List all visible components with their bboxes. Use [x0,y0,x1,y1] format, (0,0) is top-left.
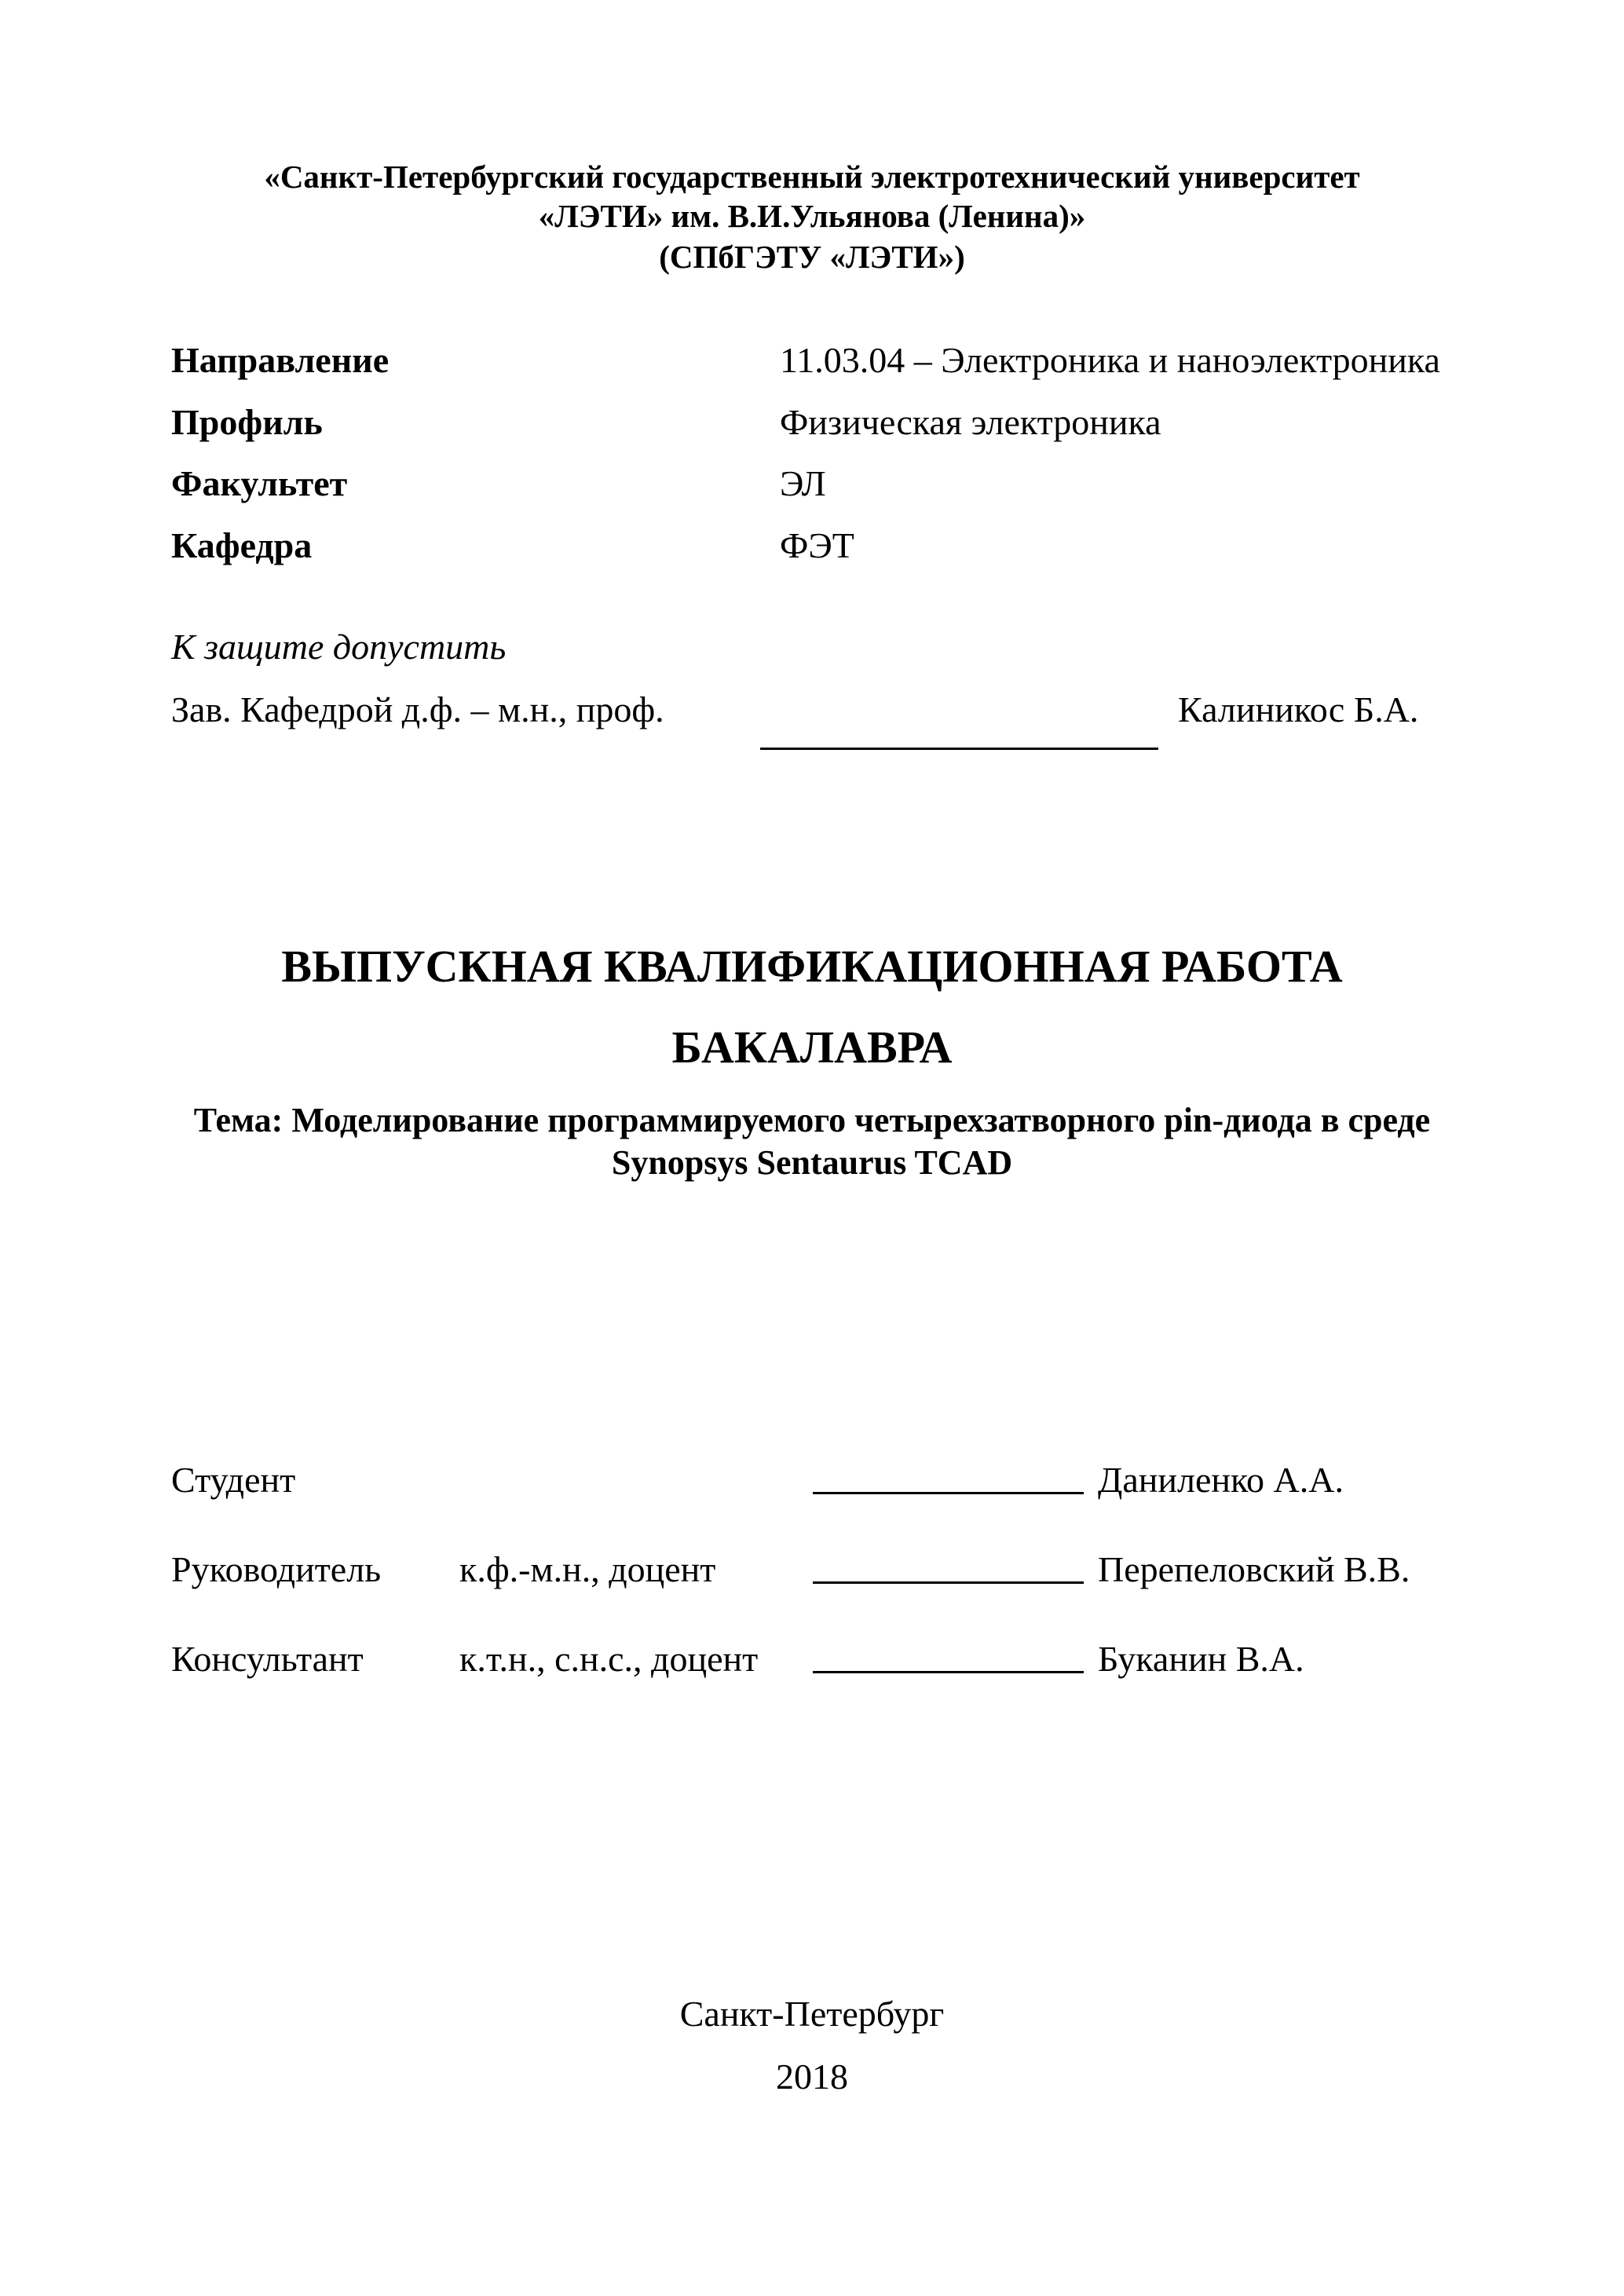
university-name-line1: «Санкт-Петербургский государственный электротехнический университет [264,159,1360,195]
info-value-profile: Физическая электроника [780,402,1161,442]
university-name-line2: «ЛЭТИ» им. В.И.Ульянова (Ленина)» [538,198,1086,234]
theme-line1: Тема: Моделирование программируемого четырехзатворного pin-диода в среде [193,1101,1431,1139]
theme-line2: Synopsys Sentaurus TCAD [611,1143,1013,1182]
signature-line-student [813,1492,1084,1494]
info-value-direction: 11.03.04 – Электроника и наноэлектроника [780,340,1440,380]
info-value-faculty: ЭЛ [780,463,826,503]
info-value-department: ФЭТ [780,525,854,565]
admission-name: Калиникос Б.А. [1178,689,1419,729]
signature-name-supervisor: Перепеловский В.В. [1098,1549,1410,1589]
admission-heading: К защите допустить [171,627,507,667]
info-label-faculty: Факультет [171,463,348,503]
signature-degree-consultant: к.т.н., с.н.с., доцент [459,1639,759,1679]
signature-role-student: Студент [171,1460,296,1500]
signature-name-student: Даниленко А.А. [1098,1460,1344,1500]
info-label-profile: Профиль [171,402,323,442]
footer-year: 2018 [776,2057,848,2097]
signature-line-consultant [813,1671,1084,1673]
signature-line-supervisor [813,1581,1084,1584]
admission-signature-line [760,748,1158,750]
university-abbr: (СПбГЭТУ «ЛЭТИ») [659,239,965,275]
document-title-line2: БАКАЛАВРА [671,1022,953,1073]
signature-degree-supervisor: к.ф.-м.н., доцент [459,1549,716,1589]
info-label-direction: Направление [171,340,390,380]
footer-city: Санкт-Петербург [679,1994,945,2034]
signature-role-supervisor: Руководитель [171,1549,382,1589]
signature-role-consultant: Консультант [171,1639,364,1679]
admission-role: Зав. Кафедрой д.ф. – м.н., проф. [171,689,664,729]
signature-name-consultant: Буканин В.А. [1098,1639,1304,1679]
document-title-line1: ВЫПУСКНАЯ КВАЛИФИКАЦИОННАЯ РАБОТА [281,941,1343,992]
info-label-department: Кафедра [171,525,313,565]
